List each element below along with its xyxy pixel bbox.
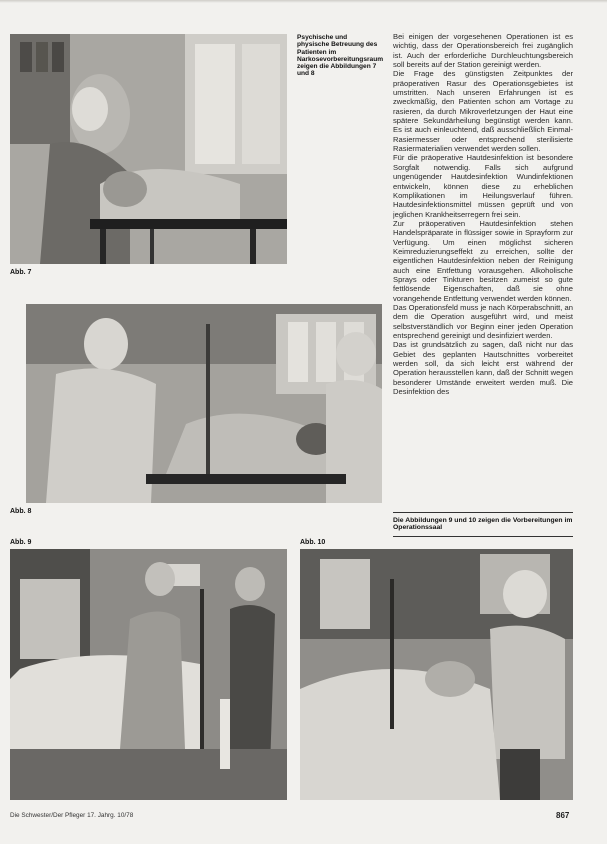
figure-label-abb-7: Abb. 7 [10,269,32,276]
page-top-edge [0,0,607,3]
figure-label-abb-10: Abb. 10 [300,539,326,546]
photo-abb-9-image [10,549,287,800]
body-paragraph: Die Frage des günstigsten Zeitpunktes der präoperativen Rasur des Operationsgebietes ist umstritten. Nach unseren Erfahrungen ist es zweckmäßig, den Patienten schon am Vortage zu rasieren, da durch Mikroverletzungen der Haut eine spätere Sekundärheilung begünstigt werden kann. Es ist auch einleuchtend, daß ausschließlich Einmal-Rasiermesser oder entsprechend sterilisierte Rasiermaterialien verwendet werden sollen. [393,69,573,154]
caption-rule-top [393,512,573,513]
caption-abb-9-10: Die Abbildungen 9 und 10 zeigen die Vorbereitungen im Operationssaal [393,517,573,532]
photo-abb-10 [300,549,573,800]
photo-abb-8 [26,304,382,503]
photo-abb-8-image [26,304,382,503]
caption-rule-bottom [393,536,573,537]
body-text-column [393,32,573,497]
body-paragraph: Das Operationsfeld muss je nach Körperabschnitt, an dem die Operation ausgeführt wird, und meist selbstverständlich vor Beginn einer jeden Operation entsprechend gereinigt und desinfiziert werden. [393,302,573,340]
body-paragraph: Bei einigen der vorgesehenen Operationen ist es wichtig, dass der Operationsbereich frei zugänglich ist. Auch der erforderliche Durchleuchtungsbereich soll bereits auf der Station gereinigt werden. [393,32,573,70]
body-paragraph: Zur präoperativen Hautdesinfektion stehen Handelspräparate in flüssiger sowie in Sprayform zur Verfügung. Um einen möglichst sicheren Keimreduzierungseffekt zu erreichen, sollte der eigentlichen Hautdesinfektion neben der Reinigung auch eine Entfettung vorausgehen. Alkoholische Sprays oder Tinkturen besitzen zumeist so gute fettlösende Eigenschaften, daß sie ohne vorangehende Entfettung verwendet werden können. [393,218,573,303]
page-number: 867 [556,811,570,820]
photo-abb-10-image [300,549,573,800]
photo-abb-9 [10,549,287,800]
figure-label-abb-8: Abb. 8 [10,508,32,515]
photo-abb-7-image [10,34,287,264]
body-paragraph: Für die präoperative Hautdesinfektion ist besondere Sorgfalt notwendig. Falls sich aufgrund ungenügender Hautdesinfektion Wundinfektionen entwickeln, können diese zu erheblichen Komplikationen im Heilungsverlauf führen. Hautdesinfektionsmittel müssen geprüft und von jeglichen Krankheitserregern frei sein. [393,153,573,219]
body-paragraph: Das ist grundsätzlich zu sagen, daß nicht nur das Gebiet des geplanten Hautschnittes vorbereitet werden soll, da sich leicht erst während der Operation herausstellen kann, daß der Schnitt wegen besonderer Umstände erweitert werden muß. Die Desinfektion des [393,340,573,397]
figure-label-abb-9: Abb. 9 [10,539,32,546]
caption-abb-7-8: Psychische und physische Betreuung des Patienten im Narkosevorbereitungsraum zeigen die Abbildungen 7 und 8 [297,34,384,78]
photo-abb-7 [10,34,287,264]
footer-journal: Die Schwester/Der Pfleger 17. Jahrg. 10/78 [10,812,134,819]
